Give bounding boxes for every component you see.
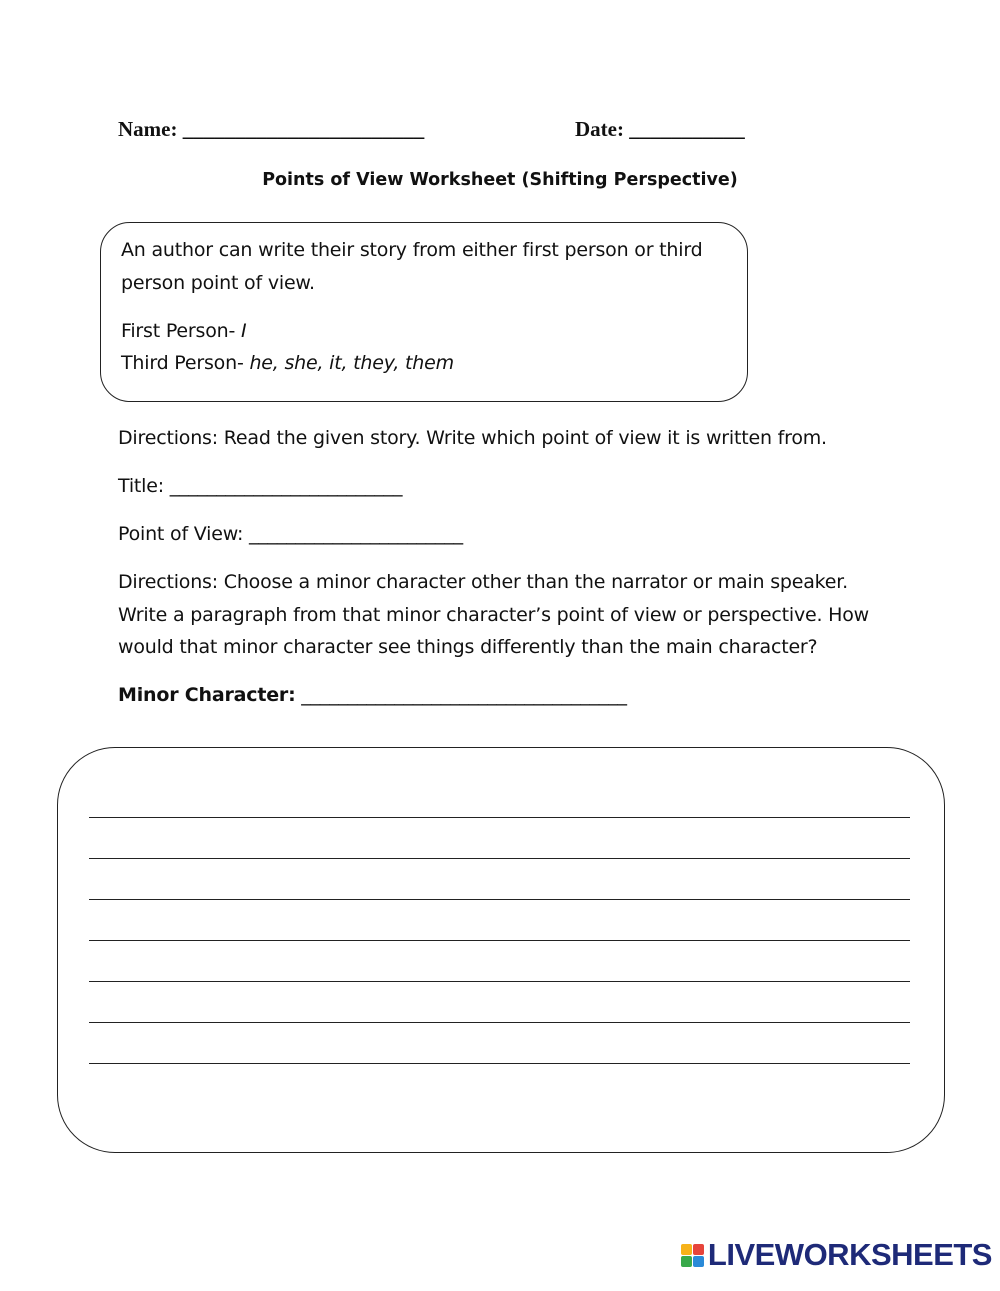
liveworksheets-icon bbox=[681, 1244, 704, 1267]
writing-line[interactable] bbox=[89, 1022, 910, 1023]
minor-character-blank: ___________________________________ bbox=[295, 684, 627, 706]
directions-2-line-1: Directions: Choose a minor character other than the narrator or main speaker. bbox=[118, 571, 849, 593]
info-line-2: person point of view. bbox=[121, 272, 315, 294]
point-of-view-field[interactable]: Point of View: _______________________ bbox=[118, 523, 463, 545]
brand-name: LIVEWORKSHEETS bbox=[707, 1237, 992, 1272]
info-line-1: An author can write their story from either first person or third bbox=[121, 239, 703, 261]
directions-2-line-3: would that minor character see things differently than the main character? bbox=[118, 636, 818, 658]
directions-2-line-2: Write a paragraph from that minor character’s point of view or perspective. How bbox=[118, 604, 870, 626]
name-field: Name: _______________________ bbox=[118, 117, 425, 141]
first-person-value: I bbox=[240, 320, 247, 342]
logo-square-icon bbox=[693, 1244, 704, 1255]
title-field[interactable]: Title: _________________________ bbox=[118, 475, 403, 497]
date-field: Date: ___________ bbox=[575, 117, 745, 141]
writing-line[interactable] bbox=[89, 858, 910, 859]
writing-line[interactable] bbox=[89, 817, 910, 818]
logo-square-icon bbox=[681, 1256, 692, 1267]
writing-box[interactable] bbox=[57, 747, 945, 1153]
directions-1: Directions: Read the given story. Write which point of view it is written from. bbox=[118, 427, 827, 449]
minor-character-label: Minor Character: bbox=[118, 684, 296, 706]
minor-character-field[interactable] bbox=[118, 684, 627, 706]
writing-line[interactable] bbox=[89, 899, 910, 900]
worksheet-title: Points of View Worksheet (Shifting Perspective) bbox=[262, 170, 738, 190]
third-person-line bbox=[121, 352, 454, 374]
first-person-line bbox=[121, 320, 246, 342]
liveworksheets-logo bbox=[681, 1237, 992, 1273]
writing-line[interactable] bbox=[89, 940, 910, 941]
writing-line[interactable] bbox=[89, 981, 910, 982]
third-person-label: Third Person- bbox=[121, 352, 250, 374]
first-person-label: First Person- bbox=[121, 320, 241, 342]
third-person-value: he, she, it, they, them bbox=[249, 352, 454, 374]
logo-square-icon bbox=[693, 1256, 704, 1267]
writing-line[interactable] bbox=[89, 1063, 910, 1064]
logo-square-icon bbox=[681, 1244, 692, 1255]
